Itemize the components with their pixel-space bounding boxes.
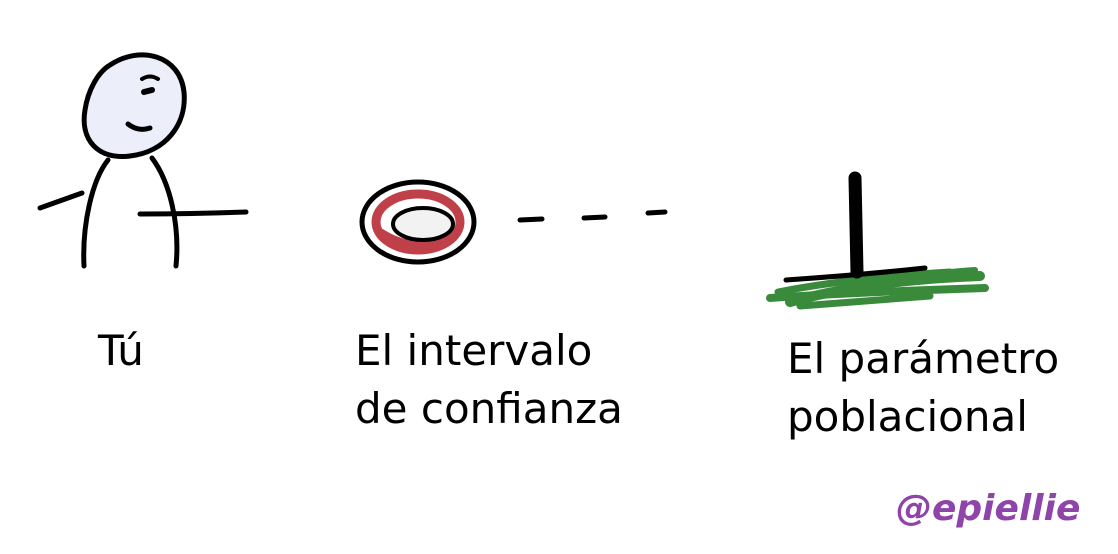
author-signature: @epiellie — [896, 488, 1081, 529]
label-you-text: Tú — [98, 326, 144, 375]
label-interval-line-1: El intervalo — [355, 326, 593, 375]
eye-icon — [144, 90, 152, 92]
label-you — [98, 322, 144, 380]
right-arm-icon — [140, 212, 246, 214]
grass-icon — [770, 270, 985, 306]
left-arm-icon — [40, 193, 82, 208]
dash-3 — [648, 212, 665, 213]
dash-1 — [520, 219, 542, 220]
dash-2 — [584, 217, 605, 218]
label-parameter-line-2: poblacional — [787, 392, 1028, 441]
label-confidence-interval — [355, 322, 623, 438]
head-icon — [84, 55, 184, 157]
dashed-path — [520, 212, 665, 220]
label-interval-line-2: de confianza — [355, 384, 623, 433]
label-parameter-line-1: El parámetro — [787, 334, 1060, 383]
peg-icon — [770, 178, 985, 306]
ring-icon — [362, 182, 474, 262]
stick-figure-icon — [40, 55, 246, 266]
body-left-icon — [84, 160, 108, 266]
label-population-parameter — [787, 330, 1059, 446]
